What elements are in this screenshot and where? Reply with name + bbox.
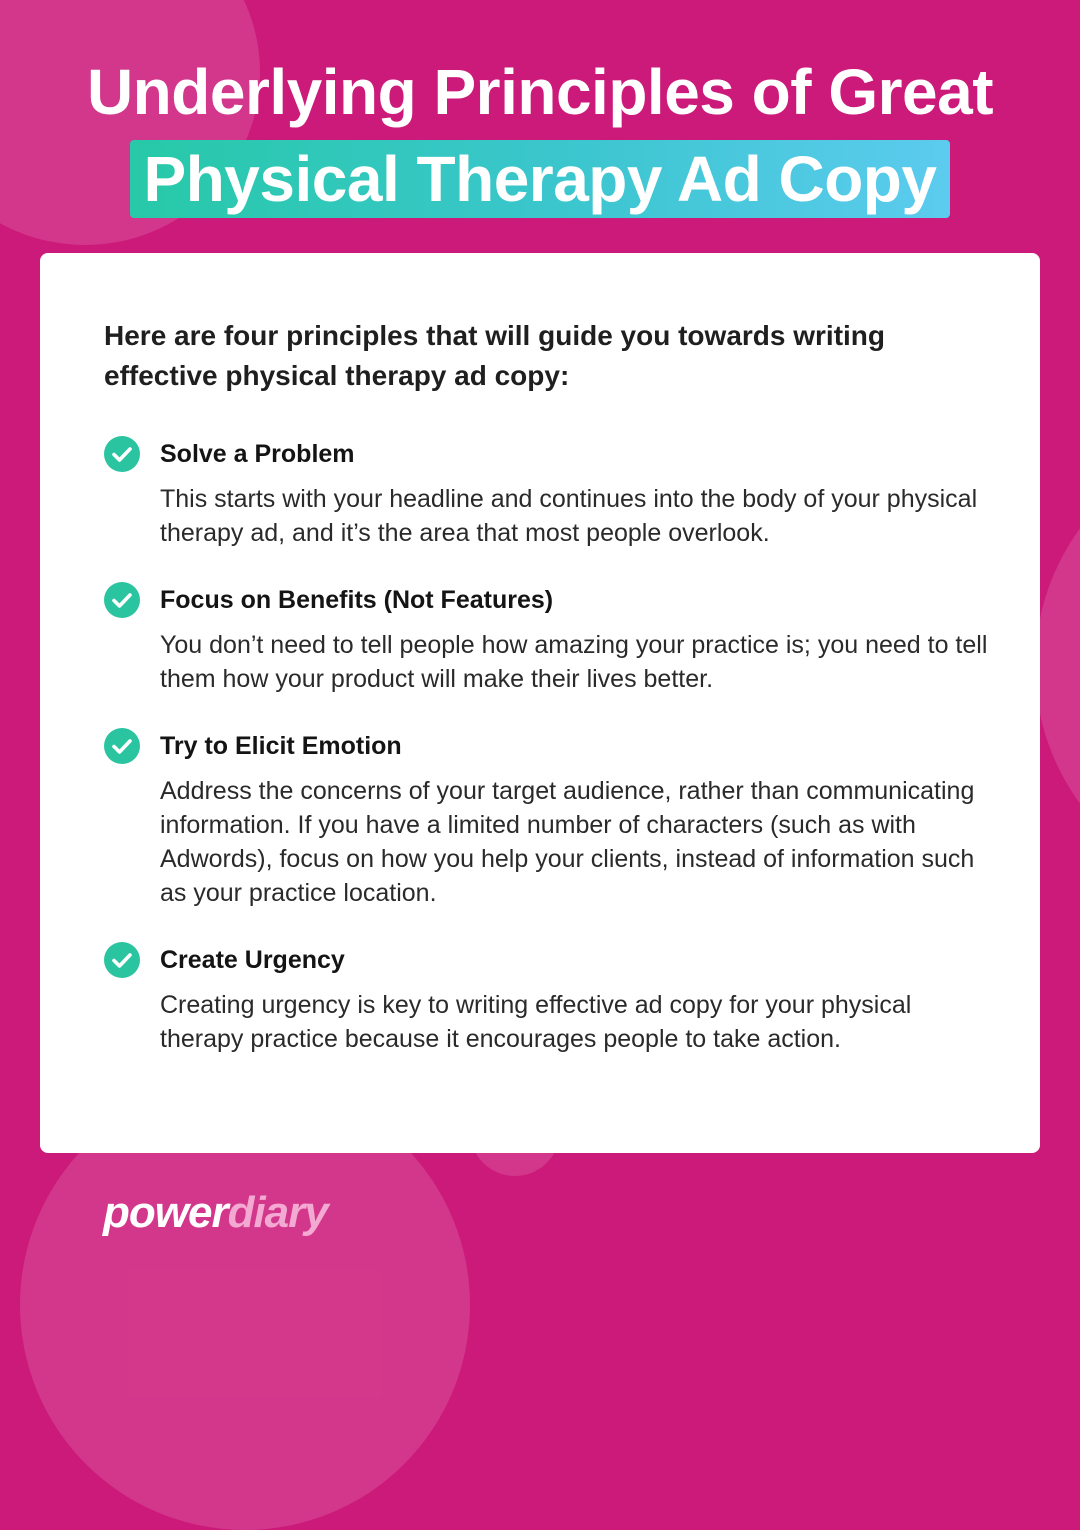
powerdiary-logo <box>103 1188 328 1238</box>
page-title: Underlying Principles of Great <box>86 56 994 128</box>
logo-text-diary: diary <box>227 1188 328 1237</box>
intro-text: Here are four principles that will guide you towards writing effective physical therapy ad copy: <box>104 320 886 391</box>
check-circle-icon <box>104 582 140 618</box>
principle-title: Try to Elicit Emotion <box>160 732 402 760</box>
principle-description: This starts with your headline and continues into the body of your physical therapy ad, and it’s the area that most people overlook. <box>160 485 978 547</box>
logo-text-power: power <box>103 1188 228 1237</box>
principle-title: Focus on Benefits (Not Features) <box>160 586 554 614</box>
principle-description: You don’t need to tell people how amazing your practice is; you need to tell them how your product will make their lives better. <box>160 631 988 693</box>
check-circle-icon <box>104 436 140 472</box>
principle-description: Creating urgency is key to writing effective ad copy for your physical therapy practice because it encourages people to take action. <box>160 991 912 1053</box>
content-card <box>40 253 1040 1153</box>
principle-description: Address the concerns of your target audience, rather than communicating information. If you have a limited number of characters (such as with Adwords), focus on how you help your clients, instead of information such as your practice location. <box>160 777 975 907</box>
check-circle-icon <box>104 942 140 978</box>
page-title-highlight-row <box>0 140 1080 218</box>
check-circle-icon <box>104 728 140 764</box>
principle-title: Solve a Problem <box>160 440 355 468</box>
principle-title: Create Urgency <box>160 946 345 974</box>
page-title-highlight: Physical Therapy Ad Copy <box>130 140 951 218</box>
decorative-circle <box>1035 430 1080 902</box>
